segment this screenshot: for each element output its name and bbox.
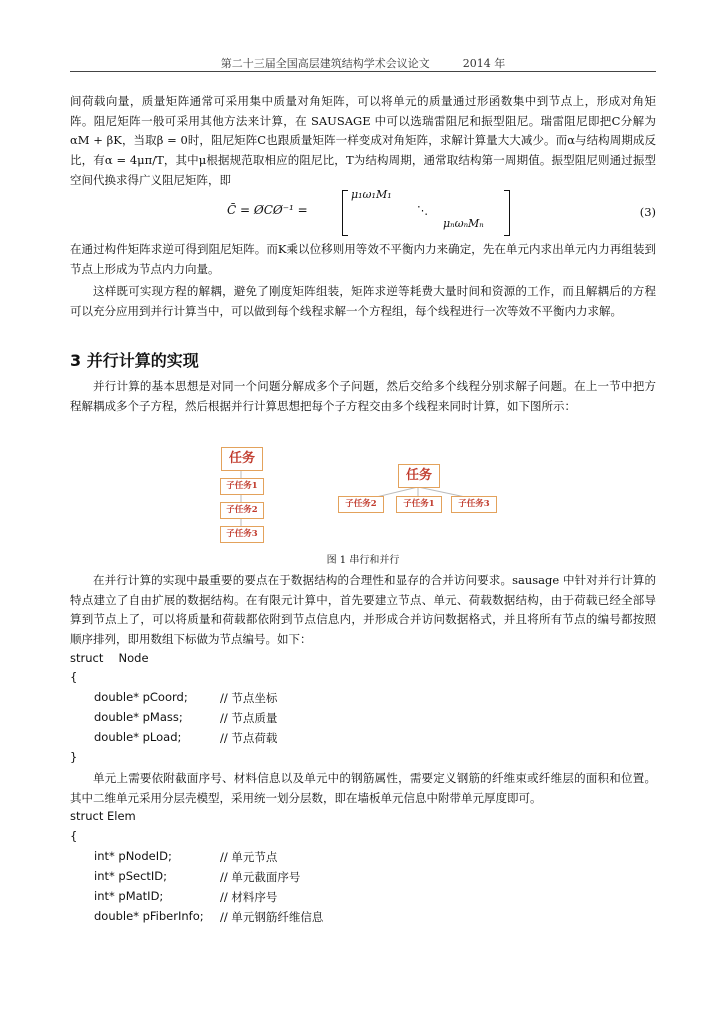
- figure-serial-parallel: [215, 443, 515, 543]
- equation-lhs: C̄ = ØCØ⁻¹ =: [227, 203, 308, 217]
- code-line: int* pNodeID;: [94, 849, 172, 863]
- paragraph-damping: 间荷载向量，质量矩阵通常可采用集中质量对角矩阵，可以将单元的质量通过形函数集中到节点上，形成对角矩阵。阻尼矩阵一般可采用其他方法来计算，在 SAUSAGE 中可以选瑞雷阻尼和振型阻尼。瑞雷阻尼即把C分解为αM + βK，当取β = 0时，阻尼矩阵C也跟质量矩阵一样变成对角矩阵，求解计算量大大减少。而α与结构周期成反比，有α = 4μπ/T，其中μ根据规范取相应的阻尼比，T为结构周期，通常取结构第一周期值。振型阻尼则通过振型空间代换求得广义阻尼矩阵，即: [70, 94, 656, 187]
- code-comment: // 单元截面序号: [220, 870, 301, 884]
- serial-subtask-3-box: 子任务3: [220, 526, 264, 543]
- paragraph-decoupling: 这样既可实现方程的解耦，避免了刚度矩阵组装，矩阵求逆等耗费大量时间和资源的工作，而且解耦后的方程可以充分应用到并行计算当中，可以做到每个线程求解一个方程组，每个线程进行一次等效不平衡内力求解。: [70, 284, 656, 318]
- code-comment: // 节点质量: [220, 711, 278, 725]
- header-rule: [70, 71, 656, 72]
- code-comment: // 单元钢筋纤维信息: [220, 910, 324, 924]
- serial-subtask-1-box: 子任务1: [220, 478, 264, 495]
- parallel-task-box: 任务: [398, 464, 440, 488]
- figure-caption: 图 1 串行和并行: [326, 555, 400, 566]
- serial-subtask-2-box: 子任务2: [220, 502, 264, 519]
- code-line: int* pMatID;: [94, 889, 164, 903]
- diagonal-matrix: [342, 190, 510, 236]
- paragraph-inverse: 在通过构件矩阵求逆可得到阻尼矩阵。而K乘以位移则用等效不平衡内力来确定，先在单元内求出单元内力再组装到节点上形成为节点内力向量。: [70, 242, 656, 276]
- code-comment: // 材料序号: [220, 890, 278, 904]
- parallel-subtask-2-box: 子任务2: [338, 496, 384, 513]
- code-close-brace: }: [70, 750, 78, 764]
- equation-number: (3): [639, 205, 656, 219]
- matrix-entry-last: μₙωₙMₙ: [443, 217, 484, 230]
- code-line: double* pLoad;: [94, 730, 182, 744]
- parallel-subtask-1-box: 子任务1: [396, 496, 442, 513]
- code-line: double* pFiberInfo;: [94, 909, 204, 923]
- section-title: 3 并行计算的实现: [70, 351, 199, 370]
- matrix-entry-first: μ₁ω₁M₁: [351, 188, 392, 201]
- code-line: double* pCoord;: [94, 690, 188, 704]
- parallel-subtask-3-box: 子任务3: [451, 496, 497, 513]
- code-comment: // 单元节点: [220, 850, 278, 864]
- code-open-brace: {: [70, 670, 78, 684]
- code-open-brace: {: [70, 829, 78, 843]
- code-struct-node: struct Node: [70, 651, 149, 665]
- code-line: double* pMass;: [94, 710, 183, 724]
- serial-task-box: 任务: [221, 447, 263, 471]
- paragraph-parallel-idea: 并行计算的基本思想是对同一个问题分解成多个子问题，然后交给多个线程分别求解子问题。在上一节中把方程解耦成多个子方程，然后根据并行计算思想把每个子方程交由多个线程来同时计算，如下图所示：: [70, 379, 656, 413]
- code-line: int* pSectID;: [94, 869, 168, 883]
- code-comment: // 节点坐标: [220, 691, 278, 705]
- paragraph-data-structure: 在并行计算的实现中最重要的要点在于数据结构的合理性和显存的合并访问要求。sausage 中针对并行计算的特点建立了自由扩展的数据结构。在有限元计算中，首先要建立节点、单元、荷载数据结构，由于荷载已经全部导算到节点上了，可以将质量和荷载都依附到节点信息内，并形成合并访问数据格式，并且将所有节点的编号都按照顺序排列，即用数组下标做为节点编号。如下：: [70, 573, 656, 647]
- code-comment: // 节点荷载: [220, 731, 278, 745]
- code-struct-elem: struct Elem: [70, 809, 136, 823]
- equation-3: [70, 190, 656, 238]
- matrix-diagonal-dots: ⋱: [417, 204, 428, 217]
- paragraph-element: 单元上需要依附截面序号、材料信息以及单元中的钢筋属性，需要定义钢筋的纤维束或纤维层的面积和位置。其中二维单元采用分层壳模型，采用统一划分层数，即在墙板单元信息中附带单元厚度即可。: [70, 771, 656, 805]
- running-header: 第二十三届全国高层建筑结构学术会议论文 2014 年: [220, 57, 506, 70]
